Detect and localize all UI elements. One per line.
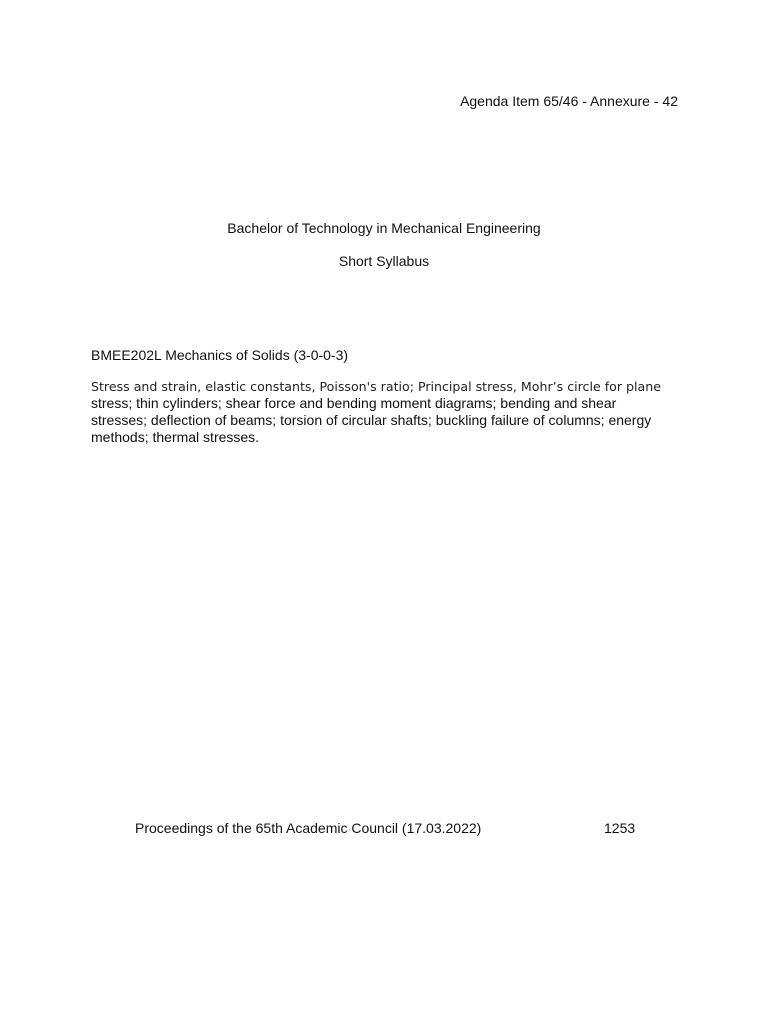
course-description-line: Stress and strain, elastic constants, Poisson's ratio; Principal stress, Mohr’s circle for plane [91, 379, 661, 394]
degree-title: Bachelor of Technology in Mechanical Engineering [227, 220, 541, 236]
page-number: 1253 [604, 820, 636, 836]
course-description-line: stress; thin cylinders; shear force and bending moment diagrams; bending and shear [91, 395, 617, 411]
course-description-line: stresses; deflection of beams; torsion of circular shafts; buckling failure of columns; energy [91, 412, 652, 428]
agenda-item-header: Agenda Item 65/46 - Annexure - 42 [460, 93, 678, 109]
syllabus-subtitle: Short Syllabus [338, 253, 430, 269]
course-title: BMEE202L Mechanics of Solids (3-0-0-3) [91, 347, 349, 363]
footer-proceedings: Proceedings of the 65th Academic Council (17.03.2022) [135, 820, 482, 836]
course-description [91, 378, 671, 446]
course-description-line: methods; thermal stresses. [91, 429, 260, 445]
